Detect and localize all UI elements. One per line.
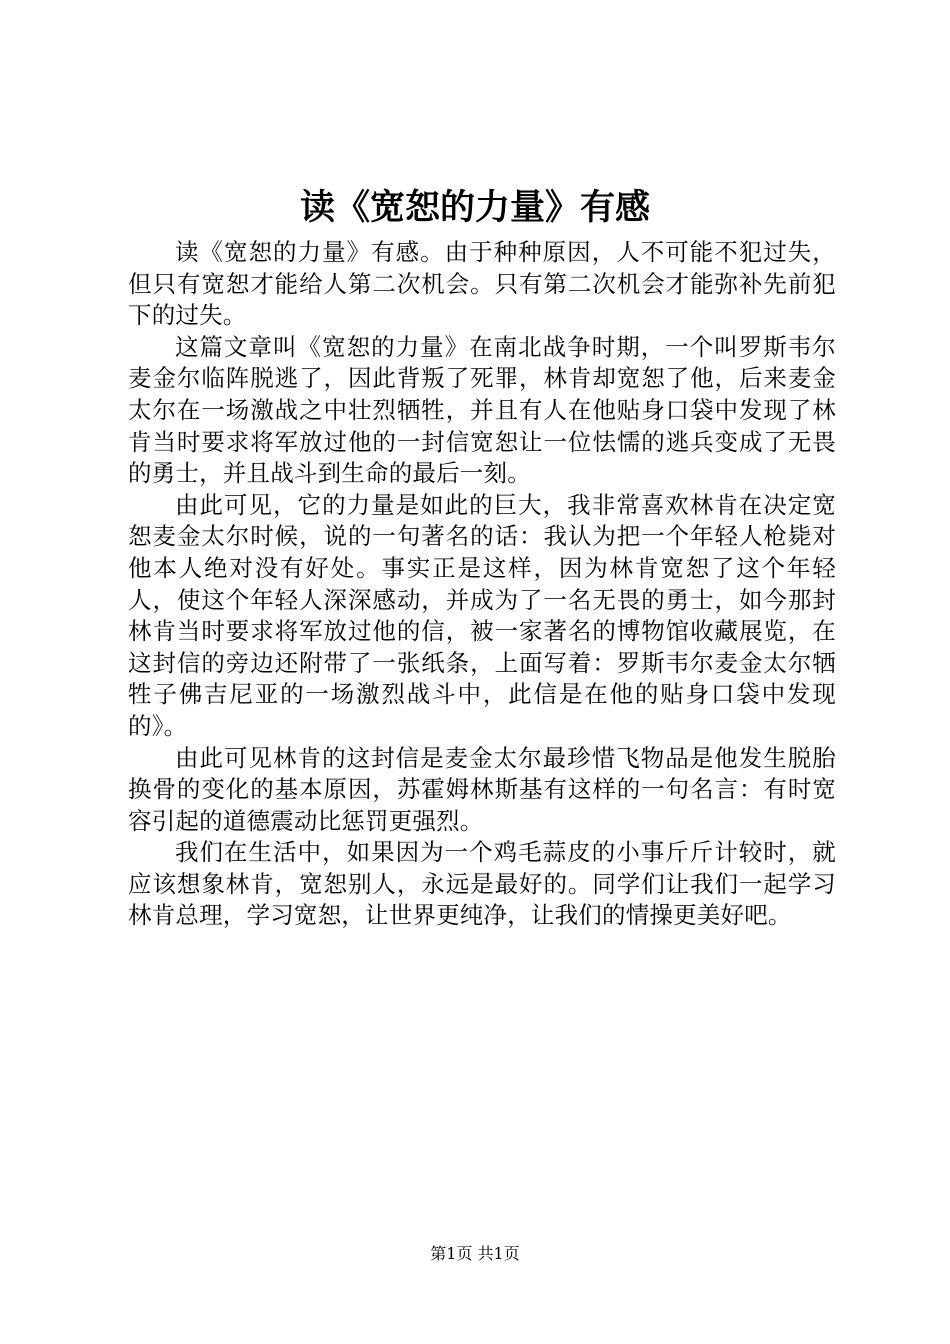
document-title: 读《宽恕的力量》有感 bbox=[299, 187, 650, 228]
paragraph: 由此可见，它的力量是如此的巨大，我非常喜欢林肯在决定宽恕麦金太尔时候，说的一句著名的话：我认为把一个年轻人枪毙对他本人绝对没有好处。事实正是这样，因为林肯宽恕了这个年轻人，使这个年轻人深深感动，并成为了一名无畏的勇士，如今那封林肯当时要求将军放过他的信，被一家著名的博物馆收藏展览，在这封信的旁边还附带了一张纸条，上面写着：罗斯韦尔麦金太尔牺牲子佛吉尼亚的一场激烈战斗中，此信是在他的贴身口袋中发现的》。 bbox=[128, 490, 836, 740]
paragraph: 我们在生活中，如果因为一个鸡毛蒜皮的小事斤斤计较时，就应该想象林肯，宽恕别人，永远是最好的。同学们让我们一起学习林肯总理，学习宽恕，让世界更纯净，让我们的情操更美好吧。 bbox=[128, 838, 836, 930]
document-body bbox=[128, 237, 836, 932]
paragraph: 读《宽恕的力量》有感。由于种种原因，人不可能不犯过失，但只有宽恕才能给人第二次机会。只有第二次机会才能弥补先前犯下的过失。 bbox=[128, 238, 836, 330]
paragraph: 由此可见林肯的这封信是麦金太尔最珍惜飞物品是他发生脱胎换骨的变化的基本原因，苏霍姆林斯基有这样的一句名言：有时宽容引起的道德震动比惩罚更强烈。 bbox=[128, 743, 836, 835]
page-footer: 第1页 共1页 bbox=[430, 1244, 520, 1263]
paragraph: 这篇文章叫《宽恕的力量》在南北战争时期，一个叫罗斯韦尔麦金尔临阵脱逃了，因此背叛了死罪，林肯却宽恕了他，后来麦金太尔在一场激战之中壮烈牺牲，并且有人在他贴身口袋中发现了林肯当时要求将军放过他的一封信宽恕让一位怯懦的逃兵变成了无畏的勇士，并且战斗到生命的最后一刻。 bbox=[128, 332, 836, 488]
